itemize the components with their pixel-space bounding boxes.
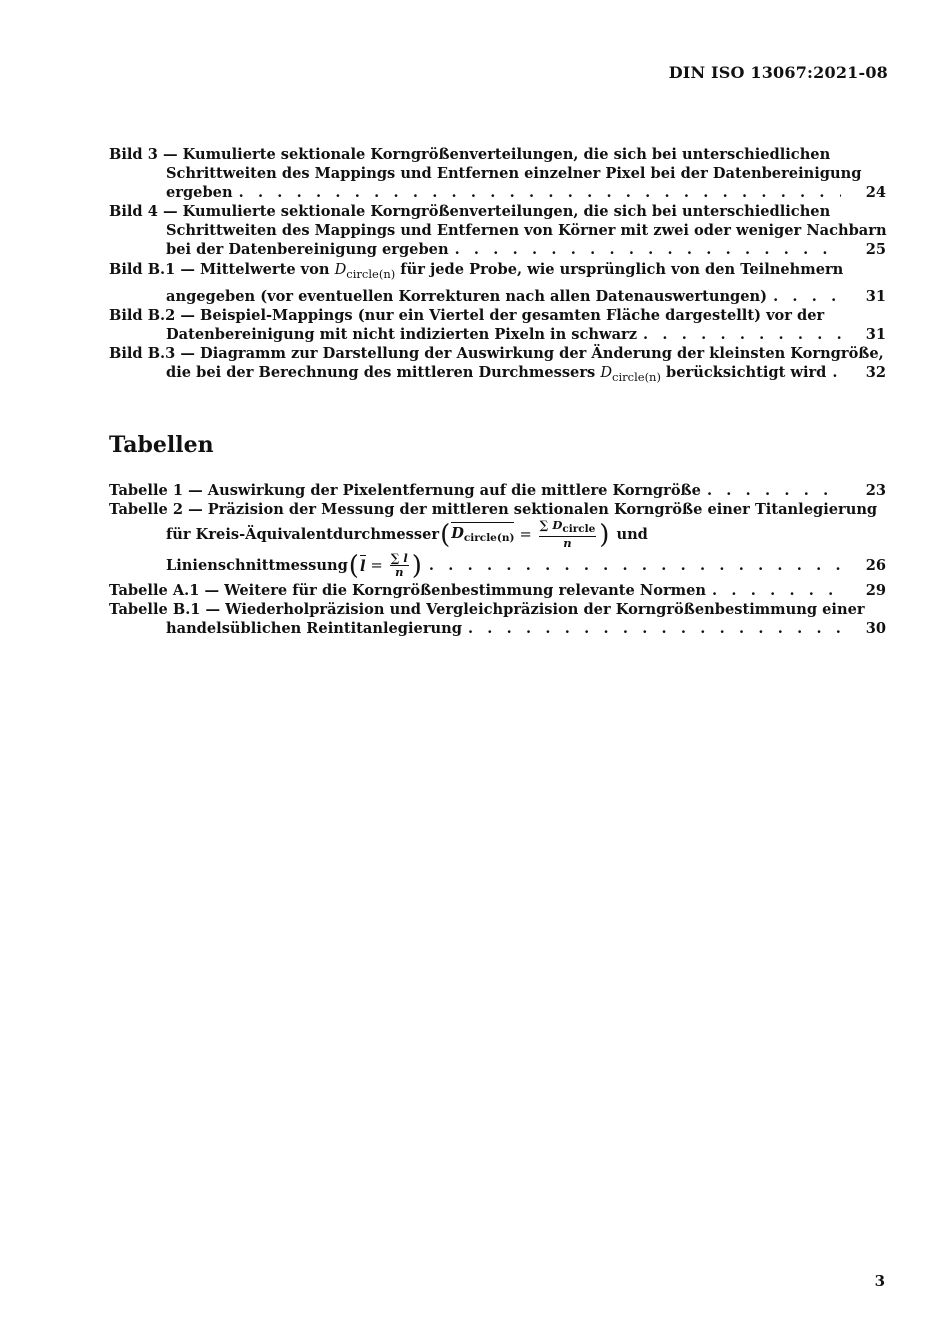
entry-text: und [616, 526, 648, 543]
entry-text-part: Bild B.1 — Mittelwerte von [109, 261, 335, 278]
toc-entry-bild-4[interactable] [109, 202, 886, 259]
math-fraction [539, 519, 597, 550]
paren-open: ( [348, 550, 359, 581]
page-ref: 31 [865, 326, 886, 343]
math-equals: = [370, 557, 383, 574]
page-number: 3 [874, 1272, 885, 1290]
paren-close: ) [411, 550, 422, 581]
math-subscript: circle [562, 523, 596, 535]
entry-text: Tabelle 2 — Präzision der Messung der mittleren sektionalen Korngröße einer Titanlegierung [109, 501, 878, 518]
toc-entry-tabelle-1[interactable] [109, 481, 886, 500]
page-ref: 25 [865, 241, 886, 258]
entry-text: Bild 4 — Kumulierte sektionale Korngrößenverteilungen, die sich bei unterschiedlichen [109, 203, 831, 220]
page-ref: 23 [865, 482, 886, 499]
page-ref: 24 [865, 184, 886, 201]
formula-mean-circle-diameter [439, 519, 610, 550]
math-subscript: circle(n) [612, 370, 661, 384]
entry-text: ergeben [166, 184, 233, 201]
section-title-tabellen: Tabellen [109, 432, 214, 458]
entry-text: handelsüblichen Reintitanlegierung [166, 620, 462, 637]
figures-list [109, 145, 886, 387]
dot-leader [449, 240, 841, 259]
entry-text: Bild B.2 — Beispiel-Mappings (nur ein Viertel der gesamten Fläche dargestellt) vor der [109, 307, 825, 324]
tables-list [109, 481, 886, 638]
paren-open: ( [440, 519, 451, 550]
math-fraction [390, 552, 409, 579]
toc-entry-bild-b1[interactable] [109, 260, 886, 306]
entry-text: Tabelle 1 — Auswirkung der Pixelentfernung auf die mittlere Korngröße [109, 482, 701, 499]
dot-leader [706, 581, 841, 600]
toc-entry-tabelle-2[interactable] [109, 500, 886, 581]
dot-leader [701, 481, 841, 500]
fraction-denominator: n [395, 565, 404, 579]
math-overlined: l [360, 555, 366, 576]
math-variable: D [334, 261, 347, 278]
entry-text: für Kreis-Äquivalentdurchmesser [166, 526, 440, 543]
entry-text: Bild B.3 — Diagramm zur Darstellung der Auswirkung der Änderung der kleinsten Korngröße, [109, 345, 884, 362]
dot-leader [826, 363, 841, 387]
document-id-header: DIN ISO 13067:2021-08 [668, 63, 888, 82]
page-ref: 32 [865, 364, 886, 381]
toc-entry-bild-3[interactable] [109, 145, 886, 202]
entry-text: angegeben (vor eventuellen Korrekturen nach allen Datenauswertungen) [166, 288, 768, 305]
page-ref: 31 [865, 288, 886, 305]
entry-text: bei der Datenbereinigung ergeben [166, 241, 449, 258]
dot-leader [462, 619, 841, 638]
page-ref: 26 [865, 557, 886, 574]
dot-leader [637, 325, 841, 344]
dot-leader [233, 183, 841, 202]
entry-text: Schrittweiten des Mappings und Entfernen einzelner Pixel bei der Datenbereinigung [166, 165, 862, 182]
entry-text-part: für jede Probe, wie ursprünglich von den Teilnehmern [395, 261, 844, 278]
entry-text: Schrittweiten des Mappings und Entfernen von Körner mit zwei oder weniger Nachbarn [166, 222, 887, 239]
formula-mean-intercept-length [348, 552, 423, 579]
paren-close: ) [599, 519, 610, 550]
math-subscript: circle(n) [346, 267, 396, 281]
math-equals: = [519, 526, 532, 543]
entry-text: Tabelle B.1 — Wiederholpräzision und Vergleichpräzision der Korngrößenbestimmung einer [109, 601, 865, 618]
dot-leader [423, 556, 841, 575]
entry-text: Datenbereinigung mit nicht indizierten Pixeln in schwarz [166, 326, 638, 343]
math-subscript: circle(n) [463, 531, 515, 544]
fraction-numerator [539, 519, 597, 537]
entry-text: Linienschnittmessung [166, 557, 348, 574]
fraction-numerator: ∑ l [390, 551, 408, 565]
entry-text: Bild 3 — Kumulierte sektionale Korngrößenverteilungen, die sich bei unterschiedlichen [109, 146, 831, 163]
entry-text: Tabelle A.1 — Weitere für die Korngrößenbestimmung relevante Normen [109, 582, 706, 599]
page-ref: 30 [865, 620, 886, 637]
dot-leader [767, 287, 841, 306]
toc-entry-tabelle-b1[interactable] [109, 600, 886, 638]
math-overlined [451, 522, 514, 548]
toc-entry-bild-b2[interactable] [109, 306, 886, 344]
toc-entry-bild-b3[interactable] [109, 344, 886, 387]
entry-text [109, 260, 843, 284]
entry-text-part: berücksichtigt wird [660, 364, 827, 381]
math-sum: ∑ D [539, 518, 563, 532]
math-variable: D [600, 364, 613, 381]
toc-entry-tabelle-a1[interactable] [109, 581, 886, 600]
entry-text [166, 363, 826, 387]
entry-text-part: die bei der Berechnung des mittleren Durchmessers [166, 364, 601, 381]
math-variable: D [451, 524, 464, 542]
page-ref: 29 [865, 582, 886, 599]
fraction-denominator: n [563, 536, 572, 550]
